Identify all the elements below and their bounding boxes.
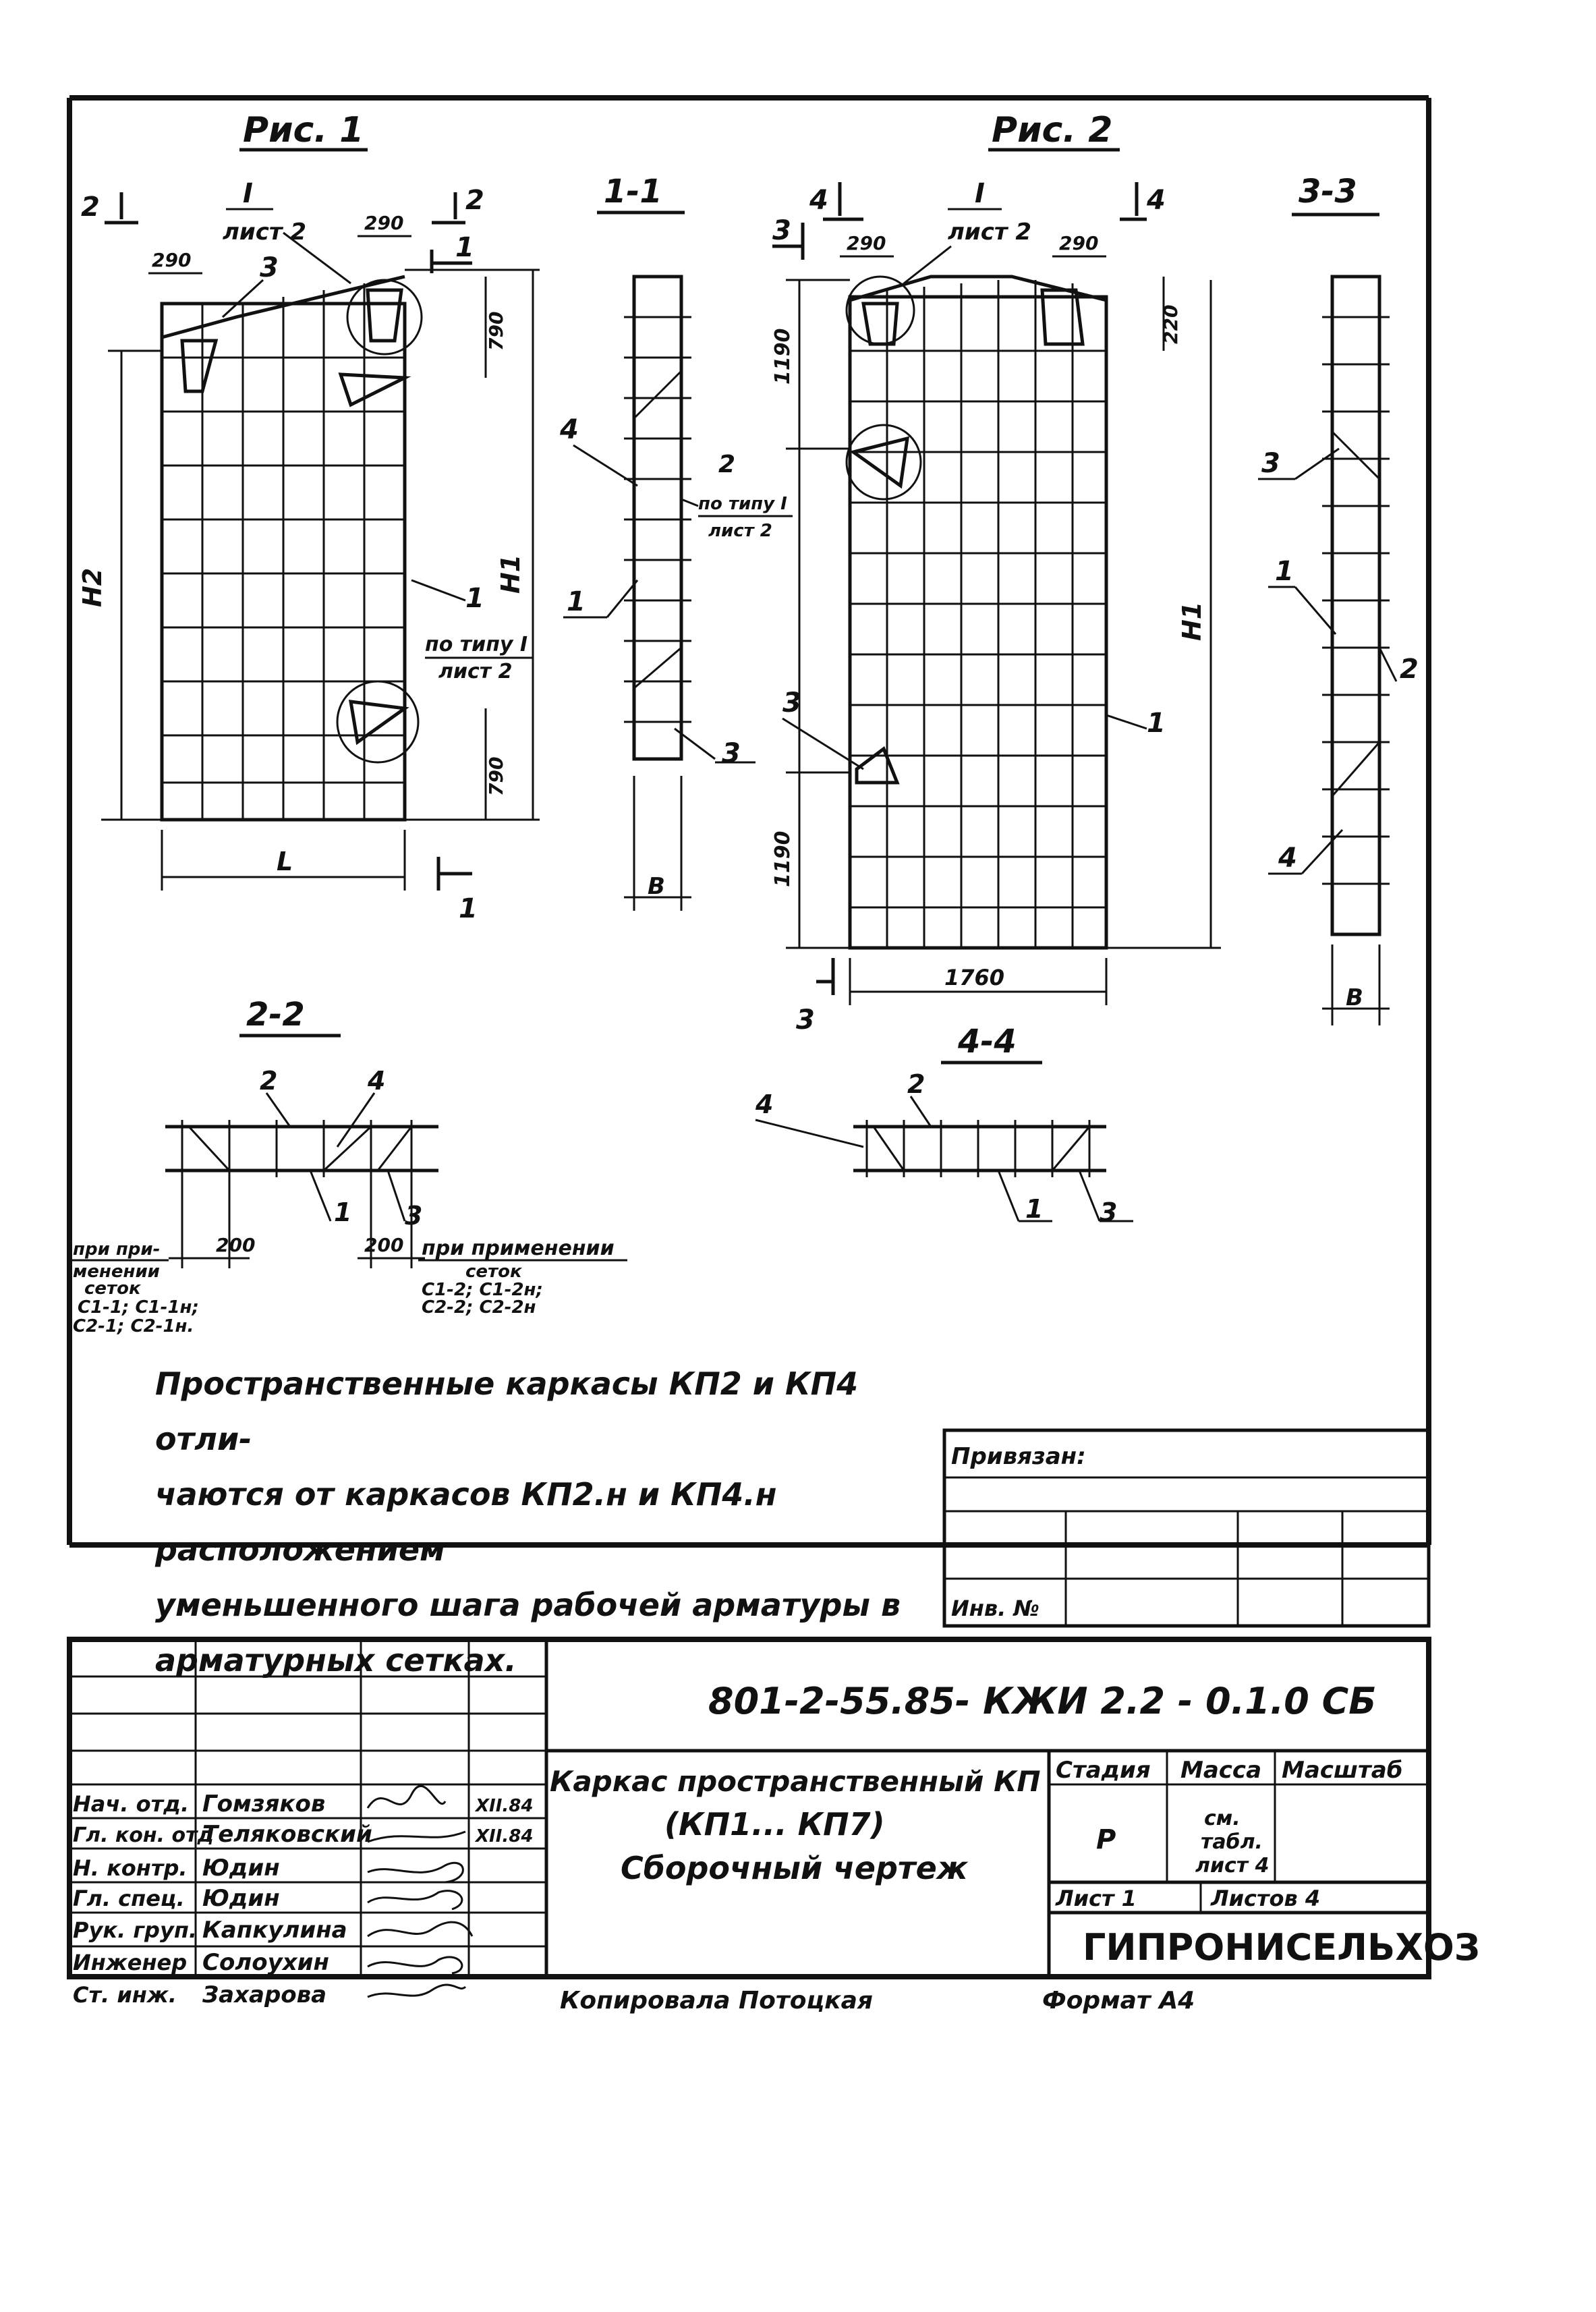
fig1-h2: H2 <box>78 567 107 607</box>
format-label: Формат А4 <box>1042 1987 1195 2014</box>
stage-header: Стадия <box>1056 1757 1151 1784</box>
fig2-marker-3-top: 3 <box>772 215 791 246</box>
sec4-4-pos-4: 4 <box>756 1090 774 1119</box>
mass-value-3: лист 4 <box>1195 1854 1270 1878</box>
note-line-2: чаются от каркасов КП2.н и КП4.н расположением <box>155 1476 777 1568</box>
mass-header: Масса <box>1180 1757 1262 1784</box>
section-4-4 <box>755 1023 1133 1227</box>
doc-code: 801-2-55.85- КЖИ 2.2 - 0.1.0 СБ <box>708 1680 1377 1722</box>
signer-name-1: Теляковский <box>202 1821 372 1848</box>
signer-role-6: Ст. инж. <box>73 1982 177 2008</box>
date-2: XII.84 <box>476 1826 534 1846</box>
note-line-4: арматурных сетках. <box>155 1642 517 1679</box>
sec2-2-dim-200-right: 200 <box>364 1234 404 1256</box>
fig2-dim-290-right: 290 <box>1059 232 1099 254</box>
sec1-1-type-sheet: лист 2 <box>708 521 772 541</box>
sec2-2-pos-4: 4 <box>368 1066 386 1096</box>
sec4-4-pos-2: 2 <box>907 1069 925 1099</box>
mass-value-1: см. <box>1204 1807 1241 1830</box>
sec2-2-note-left-2: менении <box>73 1262 160 1282</box>
signer-role-0: Нач. отд. <box>73 1791 190 1817</box>
fig1-mesh <box>162 283 405 820</box>
sec2-2-pos-3: 3 <box>405 1201 423 1231</box>
fig2-title: Рис. 2 <box>992 110 1113 150</box>
sec2-2-pos-2: 2 <box>260 1066 278 1096</box>
fig1-h1: H1 <box>496 554 525 594</box>
fig1-pos-3: 3 <box>260 252 279 283</box>
sec1-1-pos-3: 3 <box>722 738 741 769</box>
sec2-2-title: 2-2 <box>246 996 305 1034</box>
fig1-type-sheet: лист 2 <box>438 660 513 683</box>
binding-block <box>944 1430 1429 1626</box>
binding-label: Привязан: <box>951 1443 1086 1470</box>
sec4-4-title: 4-4 <box>958 1023 1017 1061</box>
figure-2 <box>771 110 1221 1036</box>
fig2-callout-I: I <box>975 178 985 209</box>
sec3-3-pos-3: 3 <box>1261 448 1280 479</box>
fig1-title: Рис. 1 <box>243 110 364 150</box>
figure-1 <box>78 110 540 924</box>
fig1-dim-790-top: 790 <box>485 311 507 351</box>
stage-value: Р <box>1096 1824 1116 1855</box>
note-line-3: уменьшенного шага рабочей арматуры в <box>155 1587 901 1623</box>
sec2-2-note-left-1: при при- <box>73 1239 161 1260</box>
signer-name-2: Юдин <box>202 1855 280 1882</box>
item-name-line2: (КП1... КП7) <box>664 1806 885 1842</box>
sec1-1-type-ref: по типу I <box>698 494 787 514</box>
fig1-type-ref: по типу I <box>425 633 528 656</box>
signer-role-5: Инженер <box>73 1950 188 1975</box>
title-block <box>69 1639 1480 2008</box>
sec4-4-pos-3: 3 <box>1100 1197 1118 1227</box>
sec2-2-note-left-5: С2-1; С2-1н. <box>73 1316 194 1336</box>
section-1-1 <box>559 173 793 911</box>
sec1-1-title: 1-1 <box>604 173 662 210</box>
fig2-pos-1: 1 <box>1147 708 1166 739</box>
sec3-3-pos-1: 1 <box>1275 556 1294 587</box>
sec2-2-note-right-3: С1-2; С1-2н; <box>422 1280 543 1300</box>
fig1-marker-1-top: 1 <box>455 232 474 263</box>
sec1-1-B: B <box>648 873 665 900</box>
fig2-marker-4-right: 4 <box>1147 185 1166 216</box>
signer-role-1: Гл. кон. отд <box>73 1824 214 1847</box>
fig1-pos-1: 1 <box>465 583 484 614</box>
sec2-2-pos-1: 1 <box>334 1197 352 1227</box>
fig2-mesh <box>850 280 1106 948</box>
inv-label: Инв. № <box>951 1596 1039 1621</box>
sec3-3-pos-4: 4 <box>1278 843 1297 874</box>
fig1-marker-1-bottom: 1 <box>459 893 478 924</box>
sec1-1-pos-1: 1 <box>567 586 586 617</box>
signer-name-4: Капкулина <box>202 1917 347 1944</box>
copied-by: Копировала Потоцкая <box>560 1987 874 2014</box>
sec2-2-note-right-2: сеток <box>465 1262 522 1282</box>
mass-value-2: табл. <box>1201 1830 1263 1854</box>
item-name-line1: Каркас пространственный КП <box>550 1765 1041 1798</box>
signer-role-3: Гл. спец. <box>73 1886 185 1911</box>
fig2-marker-3-bottom: 3 <box>796 1005 815 1036</box>
sec2-2-dim-200-left: 200 <box>216 1234 256 1256</box>
fig2-dim-220: 220 <box>1160 304 1182 344</box>
fig1-dim-790-bottom: 790 <box>485 756 507 796</box>
fig2-pos-3: 3 <box>782 687 801 718</box>
signer-name-6: Захарова <box>202 1981 327 2008</box>
fig1-dim-290-left: 290 <box>152 249 192 271</box>
date-1: XII.84 <box>476 1796 534 1816</box>
fig2-callout-sheet: лист 2 <box>948 219 1032 246</box>
scale-header: Масштаб <box>1282 1757 1403 1784</box>
sec1-1-pos-4: 4 <box>560 414 579 445</box>
sec3-3-pos-2: 2 <box>1400 654 1419 685</box>
fig2-dim-290-left: 290 <box>847 232 886 254</box>
section-2-2 <box>71 996 627 1336</box>
sec4-4-pos-1: 1 <box>1025 1194 1044 1224</box>
sheet-label: Лист 1 <box>1056 1886 1137 1911</box>
signer-name-3: Юдин <box>202 1885 280 1912</box>
sec1-1-pos-2: 2 <box>718 451 736 478</box>
sec2-2-note-right-4: С2-2; С2-2н <box>422 1297 536 1318</box>
fig1-marker-2-left: 2 <box>81 192 100 223</box>
section-3-3 <box>1258 173 1419 1025</box>
note-text <box>155 1356 931 1688</box>
fig2-h1: H1 <box>1177 601 1207 641</box>
item-name-line3: Сборочный чертеж <box>621 1850 968 1886</box>
sec2-2-note-left-4: С1-1; С1-1н; <box>78 1297 199 1318</box>
signer-role-4: Рук. груп. <box>73 1917 198 1943</box>
fig1-callout-I: I <box>243 178 253 209</box>
fig2-dim-1190-top: 1190 <box>771 328 795 385</box>
fig2-marker-4-left: 4 <box>809 185 828 216</box>
sheets-label: Листов 4 <box>1211 1886 1321 1911</box>
signer-name-0: Гомзяков <box>202 1791 326 1817</box>
sec2-2-note-left-3: сеток <box>84 1278 141 1299</box>
fig1-L: L <box>277 847 293 876</box>
fig1-dim-290-right: 290 <box>364 212 404 234</box>
sec2-2-note-right-1: при применении <box>422 1237 615 1260</box>
sec3-3-title: 3-3 <box>1299 173 1357 210</box>
organization: ГИПРОНИСЕЛЬХОЗ <box>1083 1926 1481 1969</box>
sec3-3-B: B <box>1346 984 1363 1011</box>
note-line-1: Пространственные каркасы КП2 и КП4 отли- <box>155 1365 859 1457</box>
fig2-dim-1760: 1760 <box>944 965 1005 990</box>
fig1-callout-sheet: лист 2 <box>223 219 307 246</box>
fig1-marker-2-right: 2 <box>465 185 484 216</box>
signer-name-5: Солоухин <box>202 1949 329 1976</box>
signer-role-2: Н. контр. <box>73 1855 188 1881</box>
fig2-dim-1190-bottom: 1190 <box>771 830 795 887</box>
